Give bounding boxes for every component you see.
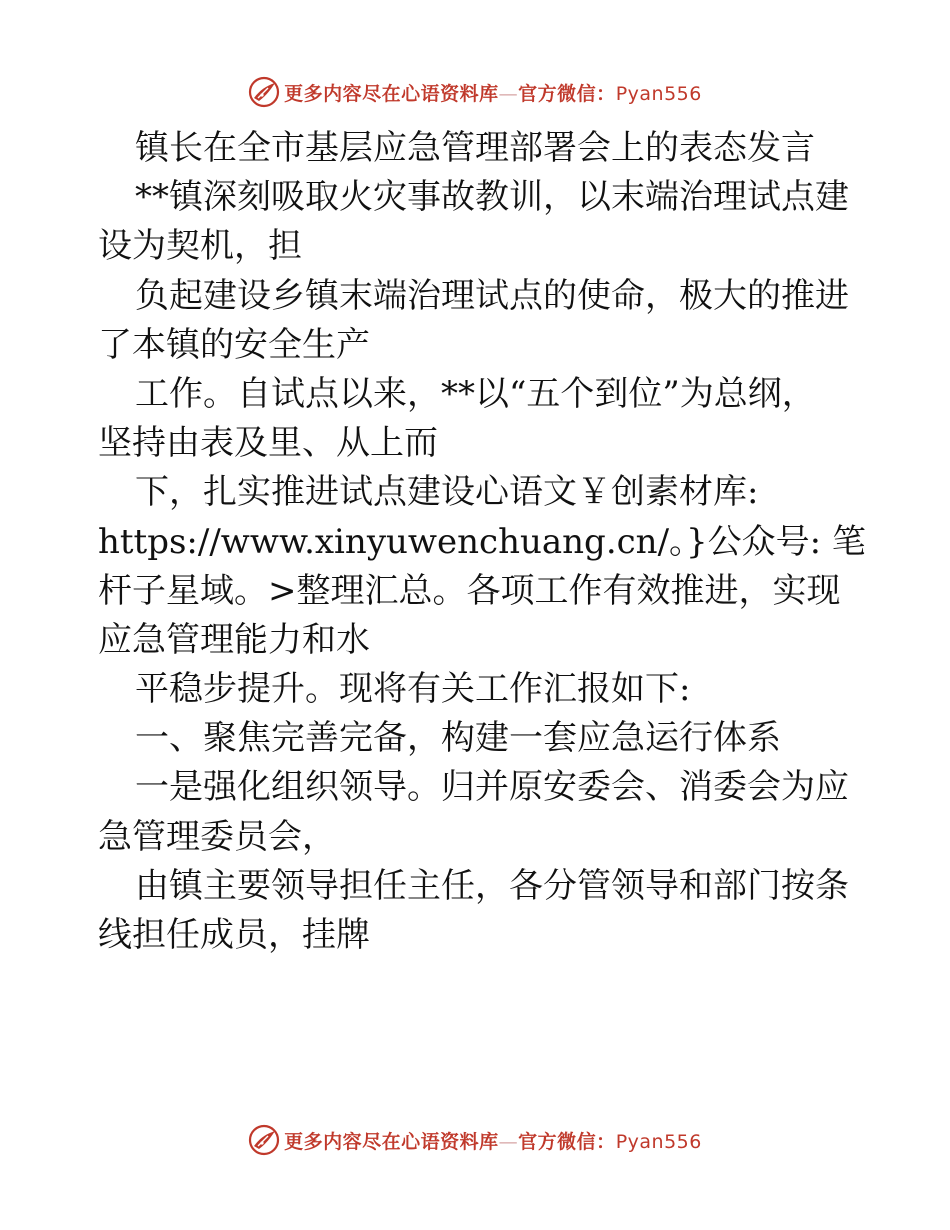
text-line: 一是强化组织领导。归并原安委会、消委会为应 xyxy=(135,767,849,808)
header-brand: 更多内容尽在心语资料库 xyxy=(284,82,499,105)
pen-nib-logo-icon xyxy=(248,1124,280,1156)
text-line: 镇长在全市基层应急管理部署会上的表态发言 xyxy=(135,128,815,168)
header-banner xyxy=(0,72,950,112)
text-line: 平稳步提升。现将有关工作汇报如下: xyxy=(135,669,691,710)
text-line: 急管理委员会， xyxy=(98,816,336,857)
footer-separator: — xyxy=(498,1130,519,1153)
text-line: 下，扎实推进试点建设心语文￥创素材库: xyxy=(135,472,759,513)
footer-banner xyxy=(0,1120,950,1160)
text-line: 应急管理能力和水 xyxy=(98,619,370,660)
header-banner-text xyxy=(284,79,702,106)
footer-banner-text xyxy=(284,1127,702,1154)
pen-nib-logo-icon xyxy=(248,76,280,108)
text-line: 工作。自试点以来，**以“五个到位”为总纲， xyxy=(135,373,816,414)
text-line: https://www.xinyuwenchuang.cn/。}公众号: 笔 xyxy=(98,521,866,562)
text-line: **镇深刻吸取火灾事故教训，以末端治理试点建 xyxy=(135,177,849,218)
document-body xyxy=(98,124,868,960)
text-line: 由镇主要领导担任主任，各分管领导和部门按条 xyxy=(135,865,849,906)
text-line: 杆子星域。>整理汇总。各项工作有效推进，实现 xyxy=(98,570,841,611)
header-wechat-label: 官方微信： xyxy=(518,82,616,105)
text-line: 负起建设乡镇末端治理试点的使命，极大的推进 xyxy=(135,275,849,316)
header-wechat-id: Pyan556 xyxy=(615,82,702,105)
footer-wechat-id: Pyan556 xyxy=(615,1130,702,1153)
header-separator: — xyxy=(498,82,519,105)
text-line: 坚持由表及里、从上而 xyxy=(98,423,438,464)
footer-wechat-label: 官方微信： xyxy=(518,1130,616,1153)
text-line: 一、聚焦完善完备，构建一套应急运行体系 xyxy=(135,718,781,759)
footer-brand: 更多内容尽在心语资料库 xyxy=(284,1130,499,1153)
text-line: 设为契机，担 xyxy=(98,226,302,267)
text-line: 线担任成员，挂牌 xyxy=(98,915,370,955)
text-line: 了本镇的安全生产 xyxy=(98,324,370,365)
